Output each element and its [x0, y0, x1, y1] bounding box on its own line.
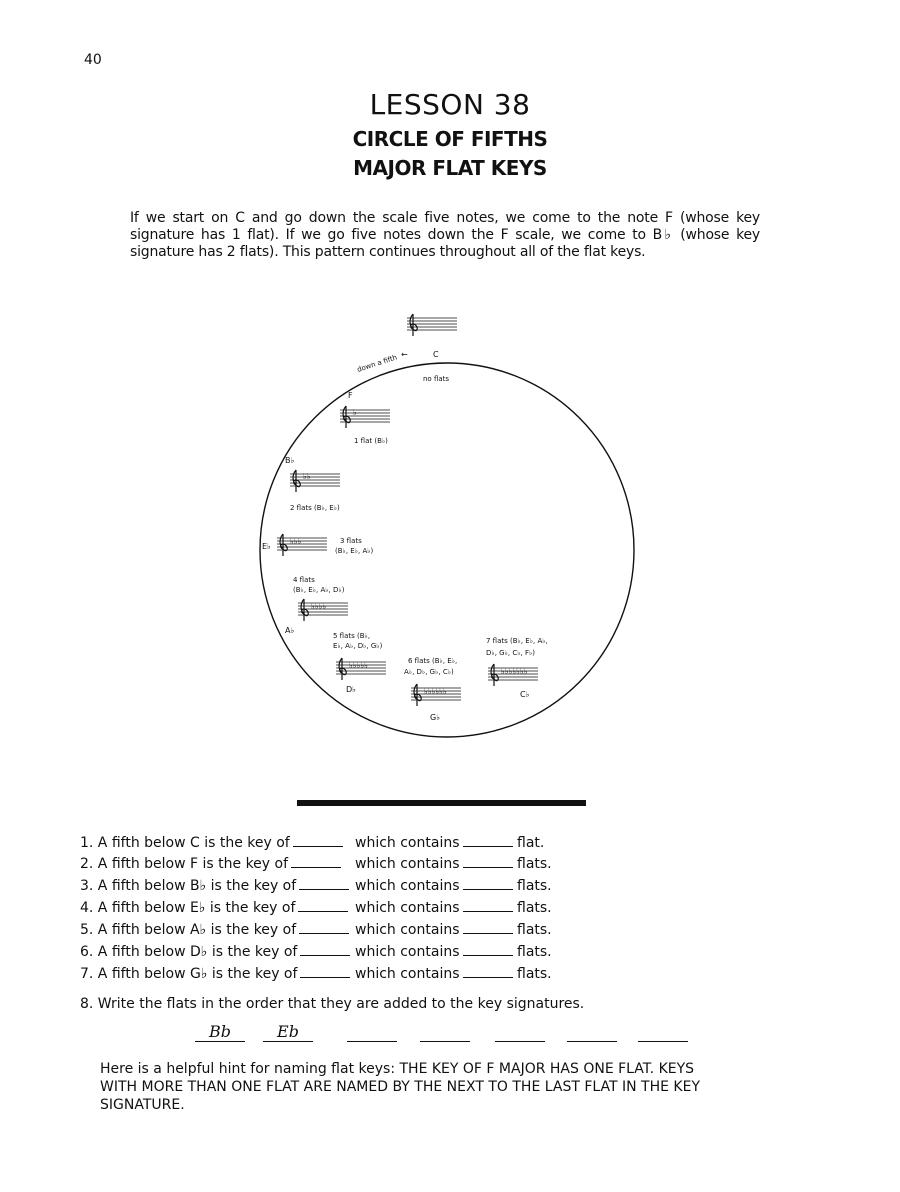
staff-ab [298, 599, 348, 621]
question-text: flats. [517, 856, 552, 872]
staff-c [407, 314, 457, 336]
question-3 [80, 877, 680, 894]
question-text: which contains [355, 835, 460, 851]
staff-db [336, 658, 386, 680]
question-text: 7. A fifth below G♭ is the key of [80, 966, 298, 982]
answer-blank[interactable] [463, 899, 513, 912]
svg-text:♭♭♭♭♭: ♭♭♭♭♭ [349, 661, 368, 670]
subtitle-circle-of-fifths: CIRCLE OF FIFTHS [352, 127, 548, 151]
answer-blank[interactable] [463, 943, 513, 956]
divider-rule [297, 800, 586, 806]
key-f: F [348, 391, 353, 400]
subtitle-major-flat-keys: MAJOR FLAT KEYS [353, 156, 547, 180]
question-text: which contains [355, 944, 460, 960]
question-text: which contains [355, 856, 460, 872]
question-4 [80, 899, 680, 916]
staff-gb [411, 684, 461, 706]
flat-answer-3[interactable] [347, 1041, 397, 1042]
flat-answer-4[interactable] [420, 1041, 470, 1042]
question-text: which contains [355, 900, 460, 916]
svg-text:♭: ♭ [353, 408, 357, 417]
question-text: 5. A fifth below A♭ is the key of [80, 922, 297, 938]
answer-blank[interactable] [300, 965, 350, 978]
label-ab-2: (B♭, E♭, A♭, D♭) [293, 586, 345, 594]
flat-answer-7[interactable] [638, 1041, 688, 1042]
question-text: flats. [517, 922, 552, 938]
flat-answer-5[interactable] [495, 1041, 545, 1042]
answer-blank[interactable] [463, 855, 513, 868]
lesson-title: LESSON 38 [369, 88, 531, 121]
answer-blank[interactable] [463, 834, 513, 847]
key-ab: A♭ [285, 626, 295, 635]
hint-paragraph: Here is a helpful hint for naming flat keys: THE KEY OF F MAJOR HAS ONE FLAT. KEYS WITH MORE THAN ONE FLAT ARE NAMED BY THE NEXT TO THE LAST FLAT IN THE KEY SIGNATURE. [100, 1061, 700, 1113]
answer-blank[interactable] [299, 921, 349, 934]
svg-text:♭♭♭: ♭♭♭ [290, 537, 302, 546]
svg-text:♭♭♭♭♭♭♭: ♭♭♭♭♭♭♭ [501, 667, 528, 676]
answer-blank[interactable] [463, 877, 513, 890]
question-text: 4. A fifth below E♭ is the key of [80, 900, 296, 916]
label-eb-1: 3 flats [340, 537, 362, 545]
question-1 [80, 834, 680, 851]
question-text: 1. A fifth below C is the key of [80, 835, 290, 851]
answer-blank[interactable] [298, 899, 348, 912]
svg-text:♭♭: ♭♭ [303, 472, 311, 481]
key-bb: B♭ [285, 456, 295, 465]
svg-text:♭♭♭♭♭♭: ♭♭♭♭♭♭ [424, 687, 447, 696]
answer-blank[interactable] [463, 921, 513, 934]
question-text: which contains [355, 878, 460, 894]
circle-of-fifths-diagram [0, 300, 900, 740]
answer-blank[interactable] [300, 943, 350, 956]
question-text: 3. A fifth below B♭ is the key of [80, 878, 297, 894]
label-cb-2: D♭, G♭, C♭, F♭) [486, 649, 536, 657]
key-c: C [433, 350, 439, 359]
answer-blank[interactable] [299, 877, 349, 890]
label-gb-1: 6 flats (B♭, E♭, [408, 657, 458, 665]
answer-blank[interactable] [293, 834, 343, 847]
label-f: 1 flat (B♭) [354, 437, 388, 445]
question-text: flats. [517, 900, 552, 916]
page-number: 40 [84, 52, 102, 68]
answer-blank[interactable] [463, 965, 513, 978]
flat-answer-1[interactable]: Bb [195, 1022, 245, 1042]
staff-bb [290, 470, 340, 492]
label-cb-1: 7 flats (B♭, E♭, A♭, [486, 637, 548, 645]
label-gb-2: A♭, D♭, G♭, C♭) [404, 668, 454, 676]
question-text: 2. A fifth below F is the key of [80, 856, 289, 872]
question-text: flats. [517, 878, 552, 894]
flat-answer-2[interactable]: Eb [263, 1022, 313, 1042]
no-flats-label: no flats [423, 375, 450, 383]
flat-answer-6[interactable] [567, 1041, 617, 1042]
flat-order-answers [195, 1018, 695, 1042]
question-text: flat. [517, 835, 545, 851]
label-db-2: E♭, A♭, D♭, G♭) [333, 642, 383, 650]
question-text: flats. [517, 966, 552, 982]
arrow-left-icon: ← [401, 350, 408, 359]
key-gb: G♭ [430, 713, 440, 722]
label-ab-1: 4 flats [293, 576, 315, 584]
question-8: 8. Write the flats in the order that they are added to the key signatures. [80, 996, 585, 1012]
svg-text:♭♭♭♭: ♭♭♭♭ [311, 602, 327, 611]
staff-cb [488, 664, 538, 686]
question-text: flats. [517, 944, 552, 960]
key-cb: C♭ [520, 690, 530, 699]
down-a-fifth-label: down a fifth [356, 353, 399, 374]
question-text: which contains [355, 922, 460, 938]
key-eb: E♭ [262, 542, 271, 551]
label-eb-2: (B♭, E♭, A♭) [335, 547, 374, 555]
intro-paragraph: If we start on C and go down the scale five notes, we come to the note F (whose key signature has 1 flat). If we go five notes down the F scale, we come to B♭ (whose key signature has 2 flats). This pattern continues throughout all of the flat keys. [130, 210, 760, 260]
question-7 [80, 965, 680, 982]
staff-eb [277, 534, 327, 556]
staff-f [340, 406, 390, 428]
question-5 [80, 921, 680, 938]
label-bb: 2 flats (B♭, E♭) [290, 504, 340, 512]
question-text: which contains [355, 966, 460, 982]
answer-blank[interactable] [291, 855, 341, 868]
question-text: 6. A fifth below D♭ is the key of [80, 944, 298, 960]
question-2 [80, 855, 680, 872]
key-db: D♭ [346, 685, 356, 694]
label-db-1: 5 flats (B♭, [333, 632, 371, 640]
question-6 [80, 943, 680, 960]
